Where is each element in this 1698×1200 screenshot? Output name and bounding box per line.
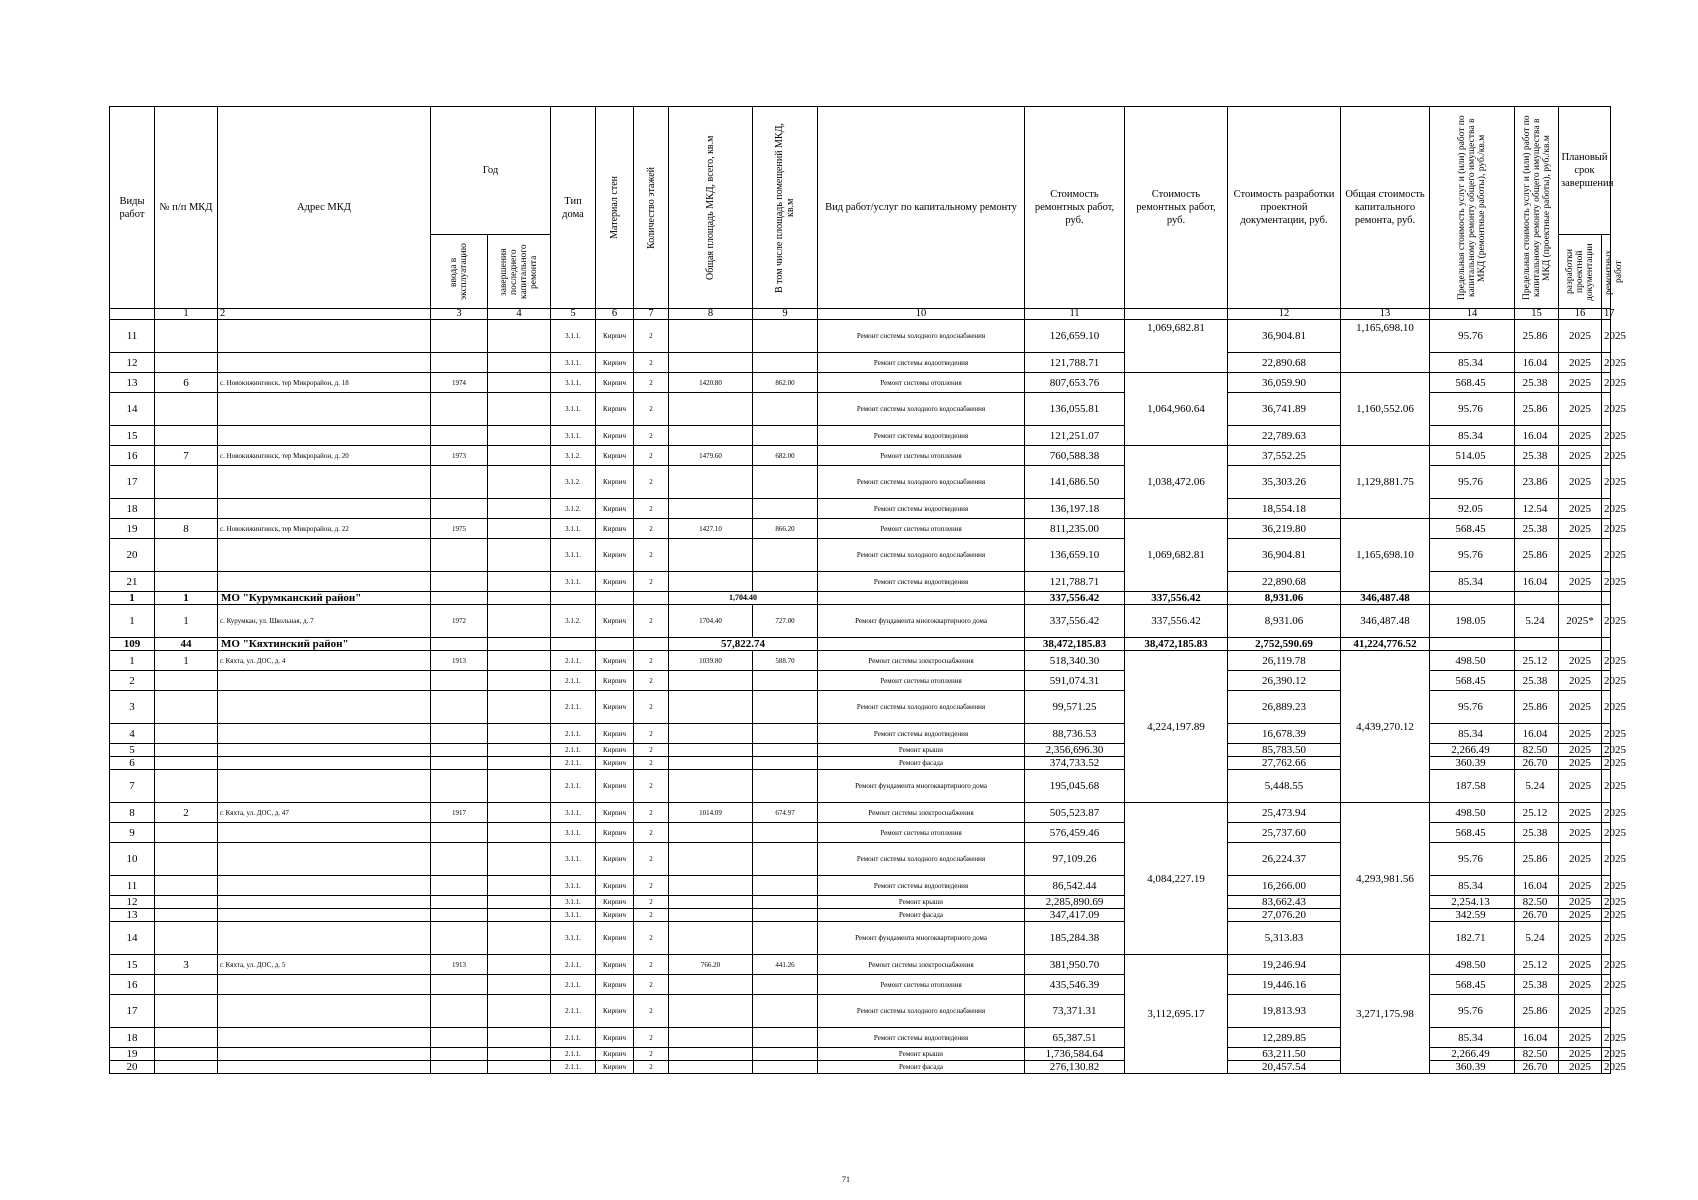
header-plan-srok: Плановый срок завершения: [1559, 107, 1611, 235]
header-stoim-remont-2: Стоимость ремонтных работ, руб.: [1125, 107, 1228, 309]
table-row: 13 3.1.1. Кирпич 2 Ремонт фасада 347,417.09 27,076.20 342.59 26.70 2025 2025: [110, 909, 1611, 922]
header-srok-proekt: разработки проектной документации: [1559, 235, 1602, 309]
table-row: 20 2.1.1. Кирпич 2 Ремонт фасада 276,130.82 20,457.54 360.39 26.70 2025 2025: [110, 1061, 1611, 1074]
header-tip-doma: Тип дома: [551, 107, 596, 309]
col-idx-11: 11: [1025, 309, 1125, 320]
header-god-vvod: ввода в эксплуатацию: [431, 235, 488, 309]
col-idx-15: 15: [1515, 309, 1559, 320]
table-row: 17 2.1.1. Кирпич 2 Ремонт системы холодного водоснабжения 73,371.31 19,813.93 95.76 25.86 2025 2025: [110, 995, 1611, 1028]
header-ploshad-pom: В том числе площадь помещений МКД, кв.м: [753, 107, 818, 309]
capital-repair-table: [109, 106, 1626, 1074]
table-row: 19 2.1.1. Кирпич 2 Ремонт крыши 1,736,584.64 63,211.50 2,266.49 82.50 2025 2025: [110, 1048, 1611, 1061]
table-row: 20 3.1.1. Кирпич 2 Ремонт системы холодного водоснабжения 136,659.10 36,904.81 95.76 25.86 2025 2025: [110, 539, 1611, 572]
col-idx-16: 16: [1559, 309, 1602, 320]
table-row: 14 3.1.1. Кирпич 2 Ремонт фундамента многоквартирного дома 185,284.38 5,313.83 182.71 5.24 2025 2025: [110, 922, 1611, 955]
header-god: Год: [431, 107, 551, 235]
header-etazhi: Количество этажей: [634, 107, 669, 309]
header-row: [110, 107, 1611, 235]
col-idx-9: 9: [753, 309, 818, 320]
header-srok-remont: ремонтных работ: [1602, 235, 1611, 309]
table-row: 1 1 с. Курумкан, ул. Школьная, д. 7 1972 3.1.2. Кирпич 2 1704.40 727.00 Ремонт фундамента многоквартирного дома 337,556.42 337,556.42 8,931.06 346,487.48 198.05 5.24 2025* 2025: [110, 605, 1611, 638]
header-pred-proekt: Предельная стоимость услуг и (или) работ по капитальному ремонту общего имущества в МКД (проектные работы), руб./кв.м: [1515, 107, 1559, 309]
table-row: 1 1 г. Кяхта, ул. ДОС, д. 4 1913 2.1.1. Кирпич 2 1039.80 588.70 Ремонт системы электроснабжения 518,340.30 4,224,197.89 26,119.78 4,439,270.12 498.50 25.12 2025 2025: [110, 651, 1611, 671]
header-material: Материал стен: [596, 107, 634, 309]
col-idx-14: 14: [1430, 309, 1515, 320]
header-obsh-stoim: Общая стоимость капитального ремонта, руб.: [1341, 107, 1430, 309]
table-row: 17 3.1.2. Кирпич 2 Ремонт системы холодного водоснабжения 141,686.50 35,303.26 95.76 23.86 2025 2025: [110, 466, 1611, 499]
header-ploshad: Общая площадь МКД, всего, кв.м: [669, 107, 753, 309]
header-stoim-proekt: Стоимость разработки проектной документации, руб.: [1228, 107, 1341, 309]
header-vid-rabot-uslug: Вид работ/услуг по капитальному ремонту: [818, 107, 1025, 309]
col-idx-8: 8: [669, 309, 753, 320]
col-idx-10: 10: [818, 309, 1025, 320]
header-stoim-remont: Стоимость ремонтных работ, руб.: [1025, 107, 1125, 309]
table-row: 10 3.1.1. Кирпич 2 Ремонт системы холодного водоснабжения 97,109.26 26,224.37 95.76 25.86 2025 2025: [110, 843, 1611, 876]
table-row: 9 3.1.1. Кирпич 2 Ремонт системы отопления 576,459.46 25,737.60 568.45 25.38 2025 2025: [110, 823, 1611, 843]
table-row: 16 2.1.1. Кирпич 2 Ремонт системы отопления 435,546.39 19,446.16 568.45 25.38 2025 2025: [110, 975, 1611, 995]
subtotal-row: 109 44 МО "Кяхтинский район" 57,822.74 38,472,185.83 38,472,185.83 2,752,590.69 41,224,776.52: [110, 638, 1611, 651]
col-idx-3: 3: [431, 309, 488, 320]
table-row: 21 3.1.1. Кирпич 2 Ремонт системы водоотведения 121,788.71 22,890.68 85.34 16.04 2025 2025: [110, 572, 1611, 592]
table-row: 14 3.1.1. Кирпич 2 Ремонт системы холодного водоснабжения 136,055.81 36,741.89 95.76 25.86 2025 2025: [110, 393, 1611, 426]
table-row: 15 3.1.1. Кирпич 2 Ремонт системы водоотведения 121,251.07 22,789.63 85.34 16.04 2025 2025: [110, 426, 1611, 446]
table-row: 12 3.1.1. Кирпич 2 Ремонт системы водоотведения 121,788.71 22,890.68 85.34 16.04 2025 2025: [110, 353, 1611, 373]
table-row: 2 2.1.1. Кирпич 2 Ремонт системы отопления 591,074.31 26,390.12 568.45 25.38 2025 2025: [110, 671, 1611, 691]
table-row: 19 8 с. Новокижингинск, тер Микрорайон, д. 22 1975 3.1.1. Кирпич 2 1427.10 866.20 Ремонт системы отопления 811,235.00 1,069,682.81 36,219.80 1,165,698.10 568.45 25.38 2025 2025: [110, 519, 1611, 539]
page-number: 71: [842, 1175, 850, 1184]
table-row: 12 3.1.1. Кирпич 2 Ремонт крыши 2,285,890.69 83,662.43 2,254.13 82.50 2025 2025: [110, 896, 1611, 909]
col-idx-2: 2: [218, 309, 431, 320]
col-idx-4: 4: [488, 309, 551, 320]
table-row: 5 2.1.1. Кирпич 2 Ремонт крыши 2,356,696.30 85,783.50 2,266.49 82.50 2025 2025: [110, 744, 1611, 757]
table-row: 16 7 с. Новокижингинск, тер Микрорайон, д. 20 1973 3.1.2. Кирпич 2 1479.60 682.00 Ремонт системы отопления 760,588.38 1,038,472.06 37,552.25 1,129,881.75 514.05 25.38 2025 2025: [110, 446, 1611, 466]
table-row: 7 2.1.1. Кирпич 2 Ремонт фундамента многоквартирного дома 195,045.68 5,448.55 187.58 5.24 2025 2025: [110, 770, 1611, 803]
col-idx-12: 12: [1228, 309, 1341, 320]
table-row: 18 2.1.1. Кирпич 2 Ремонт системы водоотведения 65,387.51 12,289.85 85.34 16.04 2025 2025: [110, 1028, 1611, 1048]
table-row: 8 2 г. Кяхта, ул. ДОС, д. 47 1917 3.1.1. Кирпич 2 1014.09 674.97 Ремонт системы электроснабжения 505,523.87 4,084,227.19 25,473.94 4,293,981.56 498.50 25.12 2025 2025: [110, 803, 1611, 823]
col-idx-6: 6: [596, 309, 634, 320]
header-god-zaversh: завершения последнего капитального ремонта: [488, 235, 551, 309]
col-idx-5: 5: [551, 309, 596, 320]
register-sheet: [109, 106, 1626, 1074]
table-row: 11 3.1.1. Кирпич 2 Ремонт системы холодного водоснабжения 126,659.10 1,069,682.81 36,904.81 1,165,698.10 95.76 25.86 2025 2025: [110, 320, 1611, 353]
table-row: 6 2.1.1. Кирпич 2 Ремонт фасада 374,733.52 27,762.66 360.39 26.70 2025 2025: [110, 757, 1611, 770]
table-row: 18 3.1.2. Кирпич 2 Ремонт системы водоотведения 136,197.18 18,554.18 92.05 12.54 2025 2025: [110, 499, 1611, 519]
header-vid-rabot: Виды работ: [110, 107, 155, 309]
table-row: 15 3 г. Кяхта, ул. ДОС, д. 5 1913 2.1.1. Кирпич 2 766.20 441.26 Ремонт системы электроснабжения 381,950.70 3,112,695.17 19,246.94 3,271,175.98 498.50 25.12 2025 2025: [110, 955, 1611, 975]
col-idx-1: 1: [155, 309, 218, 320]
header-num-mkd: № п/п МКД: [155, 107, 218, 309]
table-row: 4 2.1.1. Кирпич 2 Ремонт системы водоотведения 88,736.53 16,678.39 85.34 16.04 2025 2025: [110, 724, 1611, 744]
col-idx-7: 7: [634, 309, 669, 320]
header-address: Адрес МКД: [218, 107, 431, 309]
table-row: 11 3.1.1. Кирпич 2 Ремонт системы водоотведения 86,542.44 16,266.00 85.34 16.04 2025 2025: [110, 876, 1611, 896]
subtotal-row: 1 1 МО "Курумканский район" 1,704.40 337,556.42 337,556.42 8,931.06 346,487.48: [110, 592, 1611, 605]
col-idx-17: 17: [1602, 309, 1611, 320]
table-row: 3 2.1.1. Кирпич 2 Ремонт системы холодного водоснабжения 99,571.25 26,889.23 95.76 25.86 2025 2025: [110, 691, 1611, 724]
table-row: 13 6 с. Новокижингинск, тер Микрорайон, д. 18 1974 3.1.1. Кирпич 2 1420.80 862.00 Ремонт системы отопления 807,653.76 1,064,960.64 36,059.90 1,160,552.06 568.45 25.38 2025 2025: [110, 373, 1611, 393]
header-pred-remont: Предельная стоимость услуг и (или) работ по капитальному ремонту общего имущества в МКД (ремонтные работы), руб./кв.м: [1430, 107, 1515, 309]
col-idx-13: 13: [1341, 309, 1430, 320]
column-index-row: [110, 309, 1611, 320]
